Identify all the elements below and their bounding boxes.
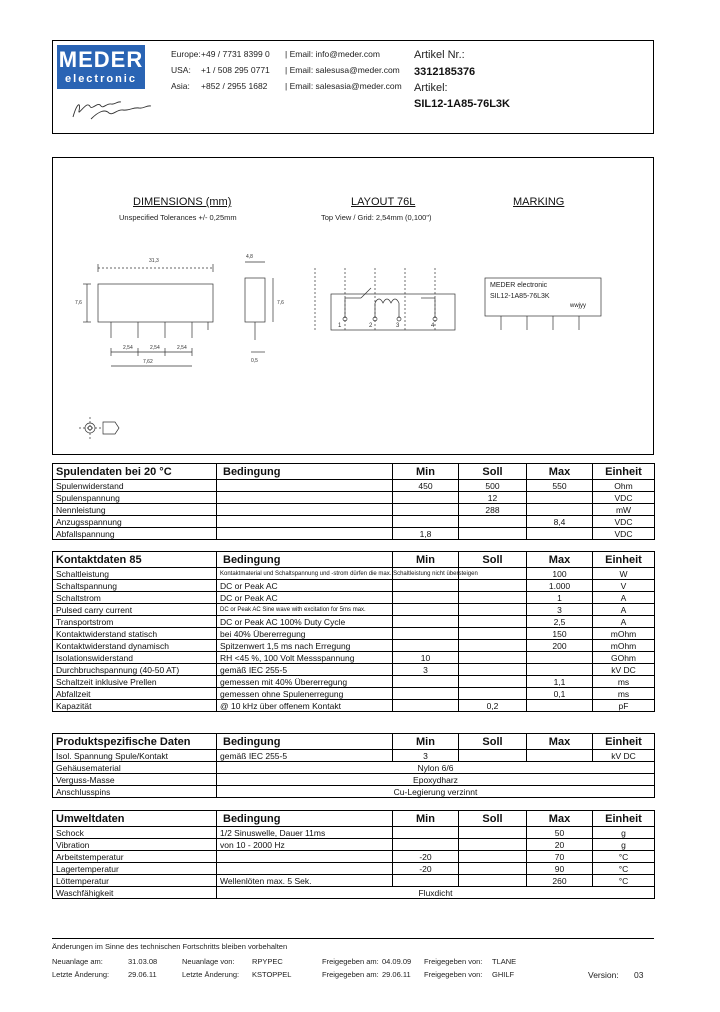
table-row [53,492,655,504]
row-value [393,700,459,712]
column-header: Einheit [593,811,655,827]
table-row [53,887,655,899]
pin-1-label: 1 [338,323,342,329]
column-header: Einheit [593,464,655,480]
row-value: Cu-Legierung verzinnt [217,786,655,798]
table-row [53,504,655,516]
row-condition: DC or Peak AC 100% Duty Cycle [217,616,393,628]
row-value [459,628,527,640]
row-value: 100 [527,568,593,580]
row-value: 20 [527,839,593,851]
svg-text:7,6: 7,6 [277,300,284,306]
column-header: Max [527,552,593,568]
row-label: Durchbruchspannung (40-50 AT) [53,664,217,676]
column-header: Umweltdaten [53,811,217,827]
column-header: Produktspezifische Daten [53,734,217,750]
row-value [527,652,593,664]
table-row [53,827,655,839]
footer-created-by-label: Neuanlage von: [182,957,235,966]
pin-2-label: 2 [369,323,373,329]
row-value [459,640,527,652]
table-row [53,851,655,863]
footer-changed-by-label: Letzte Änderung: [182,970,240,979]
column-header: Soll [459,552,527,568]
row-value: 3 [393,750,459,762]
row-label: Abfallspannung [53,528,217,540]
row-value: 0,1 [527,688,593,700]
row-label: Schock [53,827,217,839]
row-value [459,827,527,839]
column-header: Kontaktdaten 85 [53,552,217,568]
contact-asia-phone: +852 / 2955 1682 [201,81,268,91]
table-header-row [53,811,655,827]
row-label: Schaltstrom [53,592,217,604]
pin-4-label: 4 [431,323,435,329]
table-row [53,604,655,616]
row-label: Spulenwiderstand [53,480,217,492]
column-header: Bedingung [217,811,393,827]
row-value: Epoxydharz [217,774,655,786]
row-condition: Kontaktmaterial und Schaltspannung und -strom dürfen die max. Schaltleistung nicht übersteigen [217,568,393,580]
row-label: Schaltspannung [53,580,217,592]
artikel-nr-value: 3312185376 [414,66,476,78]
table-row [53,700,655,712]
row-value [459,528,527,540]
svg-text:2,54: 2,54 [177,345,187,351]
marking-line-2: SIL12-1A85-76L3K [490,293,550,300]
row-label: Transportstrom [53,616,217,628]
contact-europe-email[interactable]: | Email: info@meder.com [285,49,380,59]
contact-europe-region: Europe: [171,49,201,59]
row-condition: Wellenlöten max. 5 Sek. [217,875,393,887]
row-condition: @ 10 kHz über offenem Kontakt [217,700,393,712]
column-header: Min [393,734,459,750]
row-value [459,664,527,676]
footer-created-date: 31.03.08 [128,957,158,966]
dimensions-subtitle: Unspecified Tolerances +/- 0,25mm [119,213,237,222]
table-row [53,774,655,786]
row-value: °C [593,851,655,863]
row-value [459,863,527,875]
table-row [53,750,655,762]
svg-text:4,8: 4,8 [246,254,253,260]
row-value: 2,5 [527,616,593,628]
row-value [459,676,527,688]
row-value: 50 [527,827,593,839]
row-label: Nennleistung [53,504,217,516]
artikel-value: SIL12-1A85-76L3K [414,98,510,110]
row-value [459,688,527,700]
row-value [459,875,527,887]
row-value: 550 [527,480,593,492]
footer-divider [52,938,654,939]
row-value [459,652,527,664]
row-condition: von 10 - 2000 Hz [217,839,393,851]
row-value [393,688,459,700]
row-value: A [593,604,655,616]
row-value: 3 [393,664,459,676]
row-value [459,580,527,592]
contact-usa-email[interactable]: | Email: salesusa@meder.com [285,65,400,75]
row-value: VDC [593,492,655,504]
row-value: 500 [459,480,527,492]
row-value [393,492,459,504]
table-row [53,592,655,604]
table-row [53,568,655,580]
row-value: 450 [393,480,459,492]
row-value: Nylon 6/6 [217,762,655,774]
svg-text:7,6: 7,6 [75,300,82,306]
row-value [393,839,459,851]
row-value: 260 [527,875,593,887]
umweltdaten-table [52,810,655,899]
row-value: GOhm [593,652,655,664]
row-value: -20 [393,863,459,875]
row-value: 150 [527,628,593,640]
row-condition [217,504,393,516]
column-header: Max [527,811,593,827]
table-row [53,786,655,798]
row-value: kV DC [593,664,655,676]
row-value: kV DC [593,750,655,762]
row-value [527,492,593,504]
row-value: 1.000 [527,580,593,592]
row-condition: Spitzenwert 1,5 ms nach Erregung [217,640,393,652]
row-condition: DC or Peak AC [217,580,393,592]
row-label: Kapazität [53,700,217,712]
column-header: Min [393,464,459,480]
row-label: Spulenspannung [53,492,217,504]
row-label: Isolationswiderstand [53,652,217,664]
footer-released-date: 04.09.09 [382,957,412,966]
row-value [459,616,527,628]
row-value [393,580,459,592]
row-condition [217,863,393,875]
marking-line-1: MEDER electronic [490,282,548,289]
contact-usa-phone: +1 / 508 295 0771 [201,65,270,75]
table-row [53,480,655,492]
column-header: Min [393,552,459,568]
row-value: VDC [593,528,655,540]
svg-text:2,54: 2,54 [150,345,160,351]
table-row [53,528,655,540]
svg-text:2,54: 2,54 [123,345,133,351]
layout-title: LAYOUT 76L [351,196,416,208]
row-value: 3 [527,604,593,616]
column-header: Min [393,811,459,827]
row-label: Verguss-Masse [53,774,217,786]
row-value: mOhm [593,640,655,652]
svg-text:7,62: 7,62 [143,359,153,365]
marking-title: MARKING [513,196,565,208]
dimensions-title: DIMENSIONS (mm) [133,196,232,208]
drawing-box [52,157,654,455]
table-row [53,516,655,528]
column-header: Soll [459,811,527,827]
artikel-label: Artikel: [414,82,448,94]
column-header: Soll [459,464,527,480]
row-value [393,592,459,604]
row-value: 10 [393,652,459,664]
footer-released-by-label: Freigegeben von: [424,957,483,966]
table-row [53,580,655,592]
row-label: Anschlusspins [53,786,217,798]
row-value: 1 [527,592,593,604]
header-box [52,40,654,134]
row-condition [217,516,393,528]
svg-text:0,5: 0,5 [251,358,258,364]
meder-logo [57,45,145,89]
row-value: W [593,568,655,580]
column-header: Bedingung [217,464,393,480]
row-value: mW [593,504,655,516]
row-value: 0,2 [459,700,527,712]
row-condition: DC or Peak AC Sine wave with excitation for 5ms max. [217,604,393,616]
footer-version: 03 [634,970,644,980]
row-value: 288 [459,504,527,516]
contact-europe-phone: +49 / 7731 8399 0 [201,49,270,59]
row-value [459,750,527,762]
row-condition: bei 40% Übererregung [217,628,393,640]
table-header-row [53,464,655,480]
column-header: Soll [459,734,527,750]
row-label: Pulsed carry current [53,604,217,616]
row-label: Abfallzeit [53,688,217,700]
row-value: A [593,616,655,628]
logo-top-text: MEDER [58,47,144,72]
row-label: Schaltzeit inklusive Prellen [53,676,217,688]
row-condition: gemessen ohne Spulenerregung [217,688,393,700]
row-value: °C [593,875,655,887]
row-value: 90 [527,863,593,875]
row-value [393,827,459,839]
footer-note: Änderungen im Sinne des technischen Fortschritts bleiben vorbehalten [52,942,288,951]
spulendaten-table [52,463,655,540]
row-value [459,516,527,528]
row-value [393,604,459,616]
row-value: 200 [527,640,593,652]
row-value [459,839,527,851]
row-condition [217,851,393,863]
table-row [53,640,655,652]
row-condition: 1/2 Sinuswelle, Dauer 11ms [217,827,393,839]
kontaktdaten-table [52,551,655,712]
contact-asia-region: Asia: [171,81,190,91]
row-value [393,676,459,688]
row-condition: gemäß IEC 255-5 [217,750,393,762]
row-value: ms [593,688,655,700]
table-row [53,628,655,640]
row-value [393,516,459,528]
row-value: Ohm [593,480,655,492]
row-label: Schaltleistung [53,568,217,580]
column-header: Bedingung [217,734,393,750]
slogan-signature [65,93,155,123]
logo-bottom-text: electronic [65,73,137,85]
footer-changed-label: Letzte Änderung: [52,970,110,979]
marking-date-code: wwjyy [570,303,586,309]
footer-released-by: TLANE [492,957,517,966]
column-header: Einheit [593,734,655,750]
row-value [393,616,459,628]
column-header: Bedingung [217,552,393,568]
row-value [527,750,593,762]
row-value [527,504,593,516]
contact-asia-email[interactable]: | Email: salesasia@meder.com [285,81,402,91]
row-value: 70 [527,851,593,863]
row-value [393,628,459,640]
column-header: Max [527,734,593,750]
row-label: Gehäusematerial [53,762,217,774]
row-condition: RH <45 %, 100 Volt Messspannung [217,652,393,664]
row-value [527,528,593,540]
row-condition: gemäß IEC 255-5 [217,664,393,676]
marking-drawing [53,158,653,454]
row-value: -20 [393,851,459,863]
table-row [53,762,655,774]
row-value: g [593,827,655,839]
row-value: °C [593,863,655,875]
row-label: Löttemperatur [53,875,217,887]
row-label: Arbeitstemperatur [53,851,217,863]
footer-released2-by: GHILF [492,970,515,979]
row-value: pF [593,700,655,712]
svg-text:31,3: 31,3 [149,258,159,264]
row-value: 1,1 [527,676,593,688]
table-header-row [53,552,655,568]
footer-released-label: Freigegeben am: [322,957,379,966]
artikel-nr-label: Artikel Nr.: [414,49,465,61]
table-row [53,676,655,688]
row-value: A [593,592,655,604]
column-header: Einheit [593,552,655,568]
row-condition [217,528,393,540]
row-label: Waschfähigkeit [53,887,217,899]
row-value [393,640,459,652]
footer-created-by: RPYPEC [252,957,283,966]
row-condition: gemessen mit 40% Übererregung [217,676,393,688]
row-value: 12 [459,492,527,504]
table-row [53,863,655,875]
row-value: VDC [593,516,655,528]
footer-released2-label: Freigegeben am: [322,970,379,979]
row-label: Lagertemperatur [53,863,217,875]
footer-released2-by-label: Freigegeben von: [424,970,483,979]
row-value [459,851,527,863]
row-condition [217,492,393,504]
footer-released2-date: 29.06.11 [382,970,411,979]
footer-changed-by: KSTOPPEL [252,970,292,979]
layout-subtitle: Top View / Grid: 2,54mm (0,100") [321,213,432,222]
row-value: 1,8 [393,528,459,540]
row-condition [217,480,393,492]
row-label: Kontaktwiderstand dynamisch [53,640,217,652]
row-value: 8,4 [527,516,593,528]
footer-created-label: Neuanlage am: [52,957,103,966]
table-row [53,688,655,700]
footer-changed-date: 29.06.11 [128,970,157,979]
row-label: Isol. Spannung Spule/Kontakt [53,750,217,762]
row-value [527,664,593,676]
table-row [53,664,655,676]
row-value [527,700,593,712]
column-header: Spulendaten bei 20 °C [53,464,217,480]
row-label: Vibration [53,839,217,851]
row-label: Kontaktwiderstand statisch [53,628,217,640]
row-value [459,604,527,616]
row-label: Anzugsspannung [53,516,217,528]
row-value: Fluxdicht [217,887,655,899]
contact-usa-region: USA: [171,65,191,75]
produktdaten-table [52,733,655,798]
table-row [53,616,655,628]
row-value [459,592,527,604]
row-value: mOhm [593,628,655,640]
table-row [53,839,655,851]
footer-version-label: Version: [588,970,619,980]
row-value: ms [593,676,655,688]
row-value: g [593,839,655,851]
column-header: Max [527,464,593,480]
table-header-row [53,734,655,750]
row-value: V [593,580,655,592]
pin-3-label: 3 [396,323,400,329]
row-value [393,504,459,516]
row-value [393,875,459,887]
row-condition: DC or Peak AC [217,592,393,604]
table-row [53,875,655,887]
table-row [53,652,655,664]
